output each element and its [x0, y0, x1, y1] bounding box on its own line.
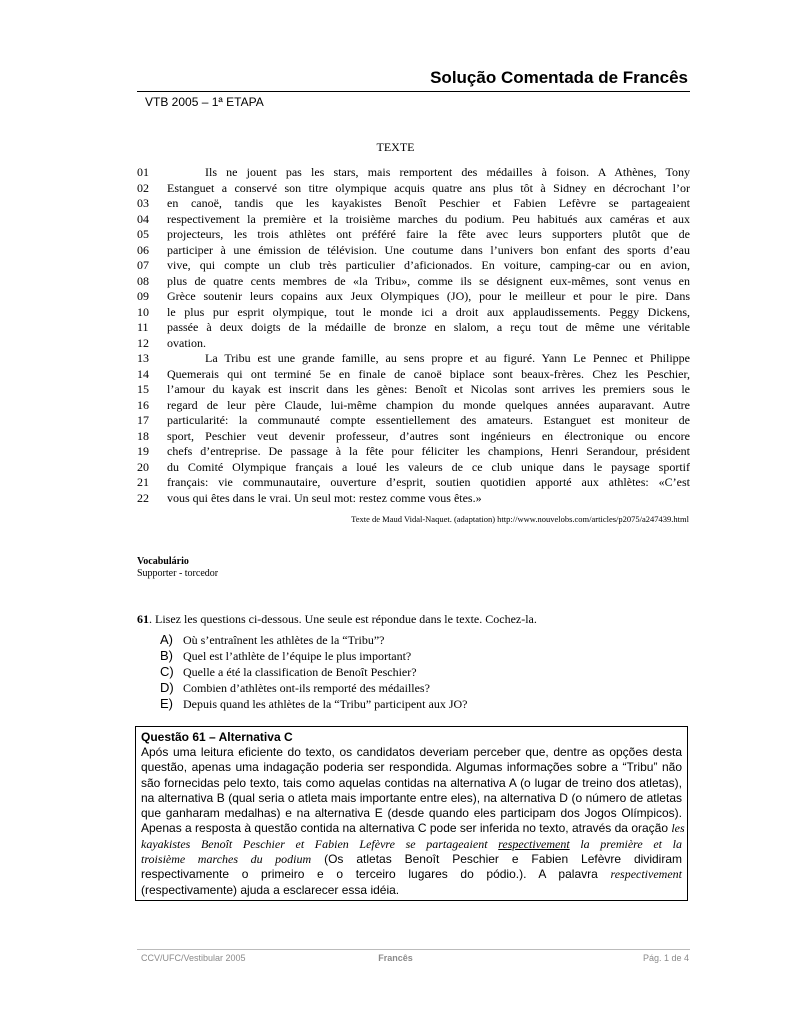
line-number: 03: [137, 196, 149, 210]
quoted-text: les: [671, 821, 685, 836]
line-number: 14: [137, 366, 149, 381]
line-number: 09: [137, 289, 149, 303]
line-text: l’amour du kayak est inscrit dans les gènes: Benoît et Nicolas sont arrives les premiers sous le: [167, 382, 690, 396]
text-line: [137, 475, 690, 491]
text-line: [137, 274, 690, 290]
text-line: [137, 398, 690, 414]
commentary-line: Após uma leitura eficiente do texto, os candidatos deveriam perceber que, dentre as opções desta: [141, 745, 682, 759]
line-text: Ils ne jouent pas les stars, mais remportent des médailles à foison. A Athènes, Tony: [205, 165, 690, 179]
line-number: 19: [137, 444, 149, 458]
text-line: [137, 491, 690, 507]
text-line: [137, 382, 690, 398]
line-number: 20: [137, 459, 149, 474]
option-letter: E): [160, 696, 173, 711]
line-number: 04: [137, 211, 149, 226]
quoted-keyword: respectivement: [610, 867, 682, 882]
line-text: regard de leur père Claude, lui-même champion du monde quelques années auparavant. Autre: [167, 397, 690, 412]
line-text: Estanguet a conservé son titre olympique acquis quatre ans plus tôt à Sidney en décrochant l’or: [167, 180, 690, 195]
footer-subject: Francês: [378, 953, 413, 963]
line-number: 21: [137, 475, 149, 489]
option-letter: B): [160, 648, 173, 663]
commentary-line: questão, apenas uma indagação poderia ser respondida. Algumas informações sobre a “Tribu” não: [141, 760, 682, 775]
option-text: Combien d’athlètes ont-ils remporté des médailles?: [183, 681, 430, 695]
question-number: 61: [137, 612, 149, 626]
footer-rule: [137, 949, 690, 950]
text-line: [137, 460, 690, 476]
option-text: Depuis quand les athlètes de la “Tribu” participent aux JO?: [183, 697, 468, 711]
line-text: La Tribu est une grande famille, au sens propre et au figuré. Yann Le Pennec et Philippe: [205, 351, 690, 365]
text-line: [137, 367, 690, 383]
option-text: Où s’entraînent les athlètes de la “Tribu”?: [183, 633, 385, 647]
commentary-text: (Os atletas Benoît Peschier e Fabien Lefèvre dividiram: [311, 852, 682, 867]
line-text: sport, Peschier veut devenir professeur, d’autres sont ingénieurs en électronique ou encore: [167, 428, 690, 443]
line-text: plus de quatre cents membres de «la Tribu», comme ils se désignent eux-mêmes, sont venus en: [167, 273, 690, 288]
option-text: Quelle a été la classification de Benoît Peschier?: [183, 665, 417, 679]
line-number: 10: [137, 304, 149, 319]
line-number: 12: [137, 335, 149, 350]
text-line: [137, 305, 690, 321]
line-number: 13: [137, 351, 149, 365]
document-subtitle: VTB 2005 – 1ª ETAPA: [145, 95, 264, 109]
text-line: [137, 196, 690, 212]
commentary-line: [141, 852, 682, 867]
option-a: [160, 632, 467, 648]
option-letter: C): [160, 664, 174, 679]
line-text: particularité: la communauté compte essentiellement des amateurs. Estanguet est moniteur de: [167, 413, 690, 427]
option-letter: A): [160, 632, 173, 647]
line-number: 22: [137, 490, 149, 505]
line-text: Quemerais qui ont terminé 5e en finale de canoë biplace sont beaux-frères. Chez les Peschier,: [167, 366, 690, 381]
underlined-keyword: respectivement: [498, 836, 570, 851]
option-e: [160, 696, 467, 712]
answer-options: [160, 632, 467, 712]
line-text: du Comité Olympique français a loué les valeurs de ce club unique dans le paysage sportif: [167, 459, 690, 474]
line-text: ovation.: [167, 335, 206, 350]
text-line: [137, 320, 690, 336]
vocabulary-entry: Supporter - torcedor: [137, 568, 219, 579]
line-number: 11: [137, 320, 149, 334]
commentary-line: na alternativa B (qual seria o atleta mais importante entre eles), na alternativa D (o número de atletas: [141, 790, 682, 805]
text-line: [137, 165, 690, 181]
answer-commentary-box: [135, 726, 688, 901]
text-line: [137, 289, 690, 305]
line-text: chefs d’entreprise. De passage à la fête pour féliciter les champions, Henri Serandour, président: [167, 444, 690, 458]
text-line: [137, 429, 690, 445]
vocabulary-heading: Vocabulário: [137, 556, 189, 567]
line-text: en canoë, tandis que les kayakistes Benoît Peschier et Fabien Lefèvre se partageaient: [167, 196, 690, 210]
text-body: [137, 165, 690, 506]
option-b: [160, 648, 467, 664]
line-number: 01: [137, 165, 149, 179]
text-line: [137, 243, 690, 259]
quoted-text: troisième marches du podium: [141, 852, 312, 867]
commentary-text: respectivamente o primeiro e o terceiro lugares do pódio.). A palavra: [141, 867, 611, 882]
commentary-line: [141, 837, 682, 852]
quoted-text: kayakistes Benoît Peschier et Fabien Lefèvre se partageaient: [141, 836, 499, 851]
footer-page-number: Pág. 1 de 4: [642, 953, 689, 963]
header-rule: [137, 91, 690, 92]
commentary-line: [141, 867, 682, 882]
line-text: le plus pur esprit olympique, tout le monde ici a droit aux applaudissements. Peggy Dickens,: [167, 304, 690, 319]
commentary-line: [141, 821, 685, 836]
text-line: [137, 444, 690, 460]
question-text: . Lisez les questions ci-dessous. Une seule est répondue dans le texte. Cochez-la.: [149, 612, 537, 626]
text-line: [137, 413, 690, 429]
line-text: vive, qui compte un club très particulier d’aficionados. En voiture, camping-car ou en avion,: [167, 258, 690, 272]
text-line: [137, 336, 690, 352]
option-letter: D): [160, 680, 174, 695]
line-number: 06: [137, 242, 149, 257]
text-line: [137, 227, 690, 243]
line-text: vous qui êtes dans le vrai. Un seul mot: restez comme vous êtes.»: [167, 490, 482, 505]
line-number: 15: [137, 382, 149, 396]
option-text: Quel est l’athlète de l’équipe le plus important?: [183, 649, 412, 663]
commentary-line: (respectivamente) ajuda a esclarecer essa idéia.: [141, 882, 400, 897]
text-source-citation: Texte de Maud Vidal-Naquet. (adaptation) http://www.nouvelobs.com/articles/p2075/a247439.html: [351, 514, 689, 524]
line-text: passée à deux doigts de la médaille de bronze en slalom, a reçu tout de même une véritable: [167, 320, 690, 334]
line-number: 07: [137, 258, 149, 272]
text-line: [137, 351, 690, 367]
text-heading: TEXTE: [376, 140, 415, 154]
quoted-text: la première et la: [569, 836, 682, 851]
option-c: [160, 664, 467, 680]
text-line: [137, 181, 690, 197]
text-line: [137, 212, 690, 228]
line-text: Grèce soutenir leurs copains aux Jeux Olympiques (JO), pour le meilleur et pour le pire. Dans: [167, 289, 690, 303]
line-text: français: vie communautaire, ouverture d’esprit, soutien quotidien apporté aux athlètes: «C’est: [167, 475, 690, 489]
option-d: [160, 680, 467, 696]
footer-institution: CCV/UFC/Vestibular 2005: [141, 953, 246, 963]
commentary-text: Apenas a resposta à questão contida na alternativa C pode ser inferida no texto, através da oração: [141, 821, 672, 836]
line-number: 05: [137, 227, 149, 241]
answer-title: Questão 61 – Alternativa C: [141, 730, 293, 744]
line-number: 16: [137, 397, 149, 412]
line-text: participer à une émission de télévision. Une coutume dans l’univers bon enfant des sports d’eau: [167, 242, 690, 257]
line-number: 02: [137, 180, 149, 195]
document-title: Solução Comentada de Francês: [430, 68, 688, 87]
question-prompt: [137, 612, 537, 627]
text-line: [137, 258, 690, 274]
line-number: 17: [137, 413, 149, 427]
line-text: projecteurs, les trois athlètes ont préféré faire la fête avec leurs supporters plutôt que de: [167, 227, 690, 241]
commentary-line: são fornecidas pelo texto, tais como aquelas contidas na alternativa A (o lugar de treino dos atletas),: [141, 775, 682, 790]
commentary-line: que ganharam medalhas) e na alternativa E (desde quando eles participam dos Jogos Olímpicos).: [141, 806, 682, 821]
line-number: 08: [137, 273, 149, 288]
line-number: 18: [137, 428, 149, 443]
line-text: respectivement la première et la troisième marches du podium. Peu habitués aux caméras et aux: [167, 211, 690, 226]
